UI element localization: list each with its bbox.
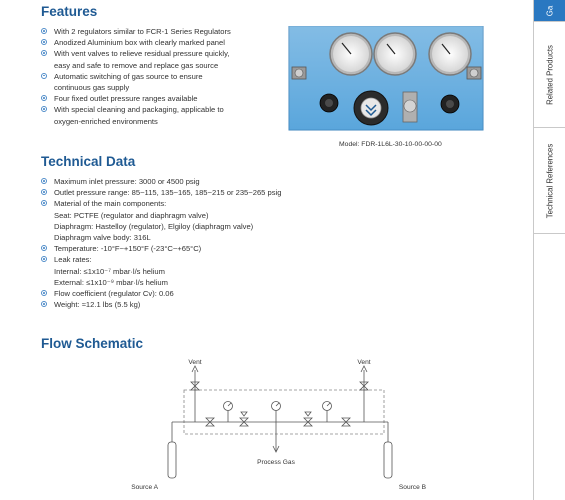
gauge-left-icon bbox=[224, 402, 233, 411]
gauge-right-icon bbox=[323, 402, 332, 411]
spec-item: Outlet pressure range: 85~115, 135~165, 185~215 or 235~265 psig bbox=[41, 187, 341, 198]
leak-external: External: ≤1x10⁻⁹ mbar·l/s helium bbox=[54, 277, 168, 287]
pressure-gauge-center bbox=[374, 33, 416, 75]
pressure-gauge-right bbox=[429, 33, 471, 75]
cylinder-b-icon bbox=[384, 442, 392, 478]
spec-item: Leak rates: Internal: ≤1x10⁻⁷ mbar·l/s helium External: ≤1x10⁻⁹ mbar·l/s helium bbox=[41, 254, 341, 288]
spec-item: Maximum inlet pressure: 3000 or 4500 psig bbox=[41, 176, 341, 187]
regulator-right-icon bbox=[304, 412, 312, 426]
cylinder-a-icon bbox=[168, 442, 176, 478]
bullet-icon bbox=[41, 189, 47, 195]
spec-item: Flow coefficient (regulator Cv): 0.06 bbox=[41, 288, 341, 299]
pressure-gauge-left bbox=[330, 33, 372, 75]
bullet-icon bbox=[41, 39, 47, 45]
product-caption: Model: FDR-1L6L-30-10-00-00-00 bbox=[339, 141, 442, 148]
vent-left-label: Vent bbox=[188, 359, 202, 366]
feature-item: Four fixed outlet pressure ranges available bbox=[41, 93, 286, 104]
flow-schematic-diagram bbox=[120, 356, 450, 496]
source-a-label: Source A bbox=[131, 484, 158, 491]
material-seat: Seat: PCTFE (regulator and diaphragm valve) bbox=[54, 210, 209, 220]
regulator-body bbox=[403, 92, 417, 122]
spec-item: Weight: ≈12.1 lbs (5.5 kg) bbox=[41, 299, 341, 310]
tab-related-products[interactable]: Related Products bbox=[534, 22, 565, 128]
material-diaphragm: Diaphragm: Hastelloy (regulator), Elgiloy (diaphragm valve) bbox=[54, 221, 254, 231]
leak-internal: Internal: ≤1x10⁻⁷ mbar·l/s helium bbox=[54, 266, 165, 276]
feature-item: With special cleaning and packaging, applicable to oxygen-enriched environments bbox=[41, 104, 286, 126]
bullet-icon bbox=[41, 256, 47, 262]
bullet-icon bbox=[41, 301, 47, 307]
source-b-label: Source B bbox=[398, 484, 426, 491]
inlet-fitting-right bbox=[467, 67, 481, 79]
spec-item: Temperature: -10°F~+150°F (-23°C~+65°C) bbox=[41, 243, 341, 254]
feature-item: Automatic switching of gas source to ensure continuous gas supply bbox=[41, 71, 286, 93]
vent-valve-right bbox=[441, 95, 459, 113]
bullet-icon bbox=[41, 73, 47, 79]
bullet-icon bbox=[41, 50, 47, 56]
feature-item: With vent valves to relieve residual pressure quickly, easy and safe to remove and replace gas source bbox=[41, 48, 286, 70]
flow-schematic-heading: Flow Schematic bbox=[41, 336, 144, 351]
spec-item: Material of the main components: Seat: PCTFE (regulator and diaphragm valve) Diaphragm: Hastelloy (regulator), Elgiloy (diaphragm valve) Diaphragm valve body: 316L bbox=[41, 198, 341, 243]
feature-item: Anodized Aluminium box with clearly marked panel bbox=[41, 37, 286, 48]
vent-right-label: Vent bbox=[357, 359, 371, 366]
regulator-left-icon bbox=[240, 412, 248, 426]
bullet-icon bbox=[41, 28, 47, 34]
bullet-icon bbox=[41, 245, 47, 251]
regulator-knob bbox=[354, 91, 388, 125]
inlet-fitting-left bbox=[292, 67, 306, 79]
tab-technical-references[interactable]: Technical References bbox=[534, 128, 565, 234]
process-gas-label: Process Gas bbox=[257, 459, 295, 466]
product-photo bbox=[287, 26, 485, 134]
bullet-icon bbox=[41, 95, 47, 101]
gauge-center-icon bbox=[272, 402, 281, 411]
side-navigation bbox=[533, 0, 565, 500]
material-valve-body: Diaphragm valve body: 316L bbox=[54, 233, 151, 243]
features-heading: Features bbox=[41, 4, 98, 19]
tab-gas[interactable]: Ga bbox=[534, 0, 565, 22]
bullet-icon bbox=[41, 200, 47, 206]
technical-data-heading: Technical Data bbox=[41, 154, 136, 169]
bullet-icon bbox=[41, 290, 47, 296]
technical-data-list bbox=[41, 176, 341, 310]
bullet-icon bbox=[41, 178, 47, 184]
feature-item: With 2 regulators similar to FCR-1 Series Regulators bbox=[41, 26, 286, 37]
vent-valve-left bbox=[320, 94, 338, 112]
bullet-icon bbox=[41, 106, 47, 112]
features-list bbox=[41, 26, 286, 127]
